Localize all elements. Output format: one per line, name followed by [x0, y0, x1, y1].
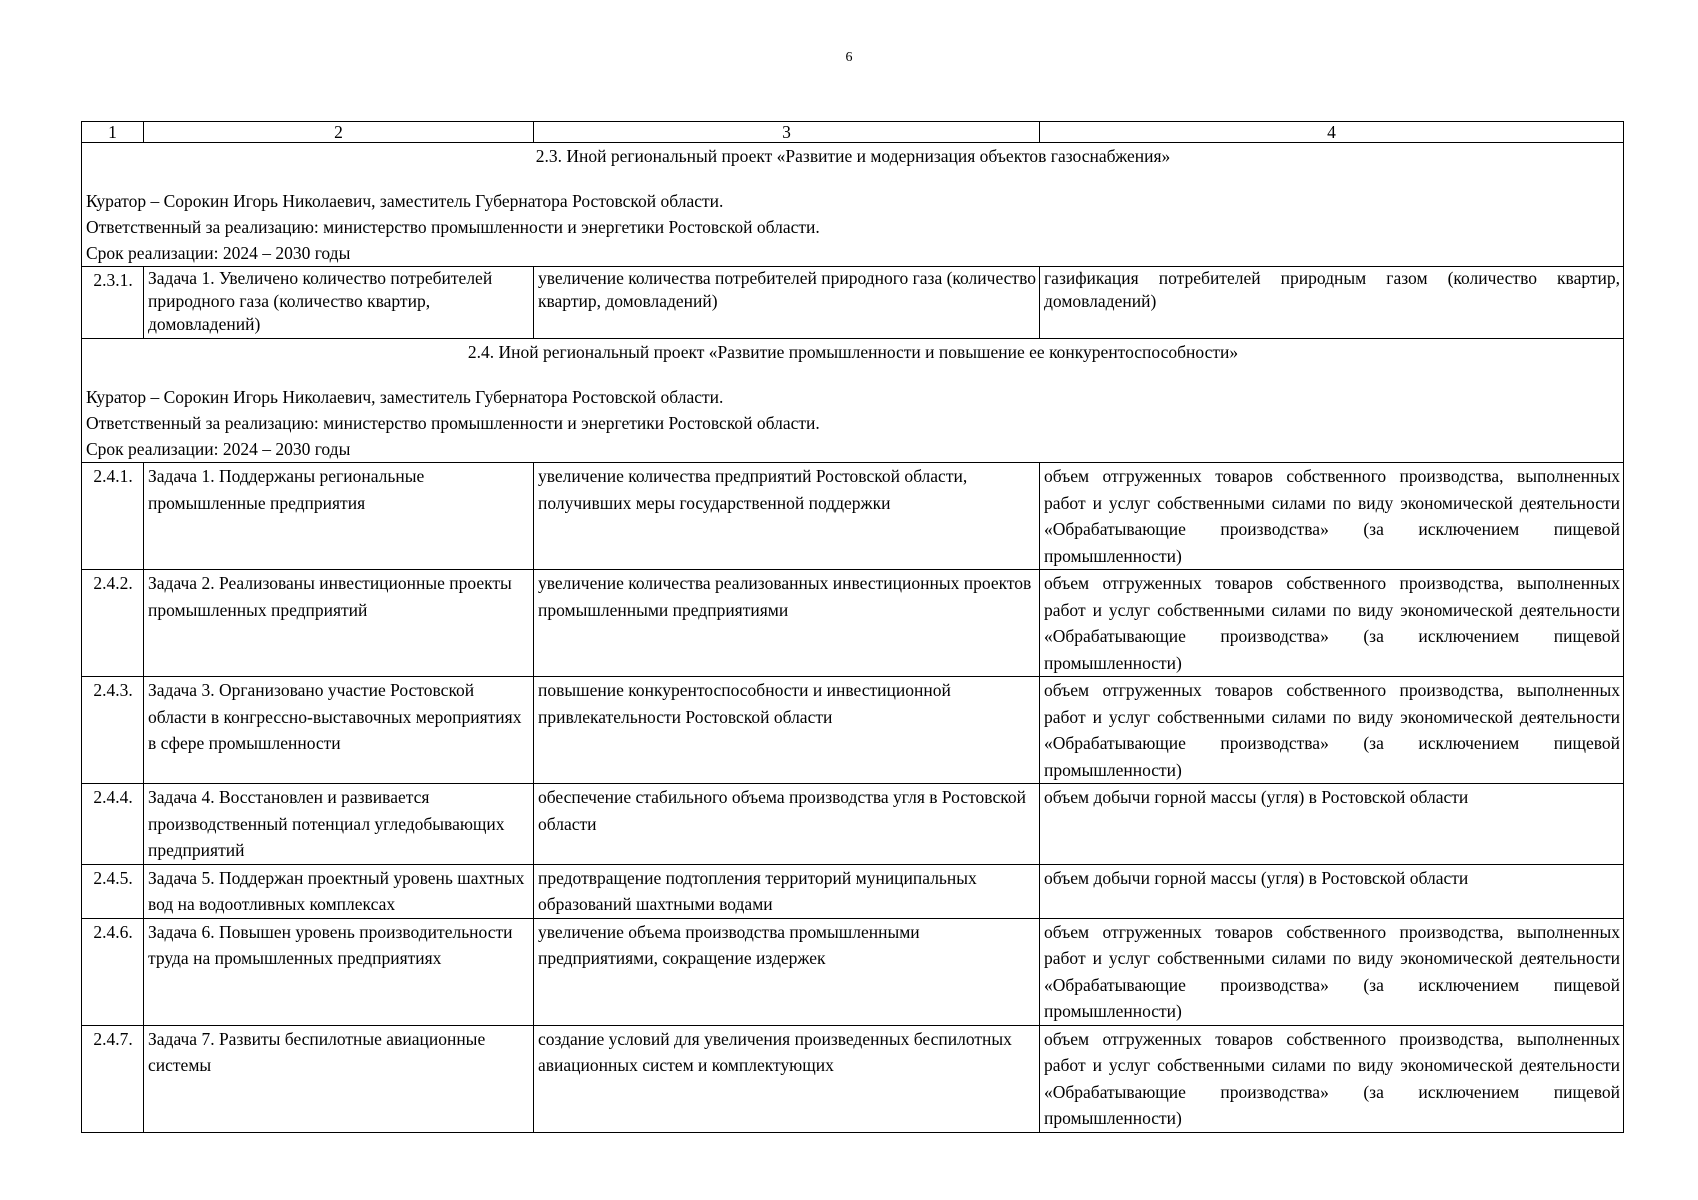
effect-cell: повышение конкурентоспособности и инвестиционной привлекательности Ростовской области — [534, 677, 1040, 784]
section-curator: Куратор – Сорокин Игорь Николаевич, заместитель Губернатора Ростовской области. — [86, 387, 724, 407]
section-period: Срок реализации: 2024 – 2030 годы — [86, 243, 351, 263]
section-responsible: Ответственный за реализацию: министерство промышленности и энергетики Ростовской области. — [86, 413, 820, 433]
effect-cell: обеспечение стабильного объема производства угля в Ростовской области — [534, 784, 1040, 865]
table-row — [82, 463, 1624, 570]
table-row — [82, 864, 1624, 918]
indicator-cell: объем отгруженных товаров собственного производства, выполненных работ и услуг собственными силами по виду экономической деятельности «Обрабатывающие производства» (за исключением пищевой промышленности) — [1040, 1025, 1624, 1132]
section-curator: Куратор – Сорокин Игорь Николаевич, заместитель Губернатора Ростовской области. — [86, 191, 724, 211]
table-row — [82, 570, 1624, 677]
indicator-cell: объем отгруженных товаров собственного производства, выполненных работ и услуг собственными силами по виду экономической деятельности «Обрабатывающие производства» (за исключением пищевой промышленности) — [1040, 918, 1624, 1025]
effect-cell: увеличение количества предприятий Ростовской области, получивших меры государственной поддержки — [534, 463, 1040, 570]
row-number: 2.4.4. — [82, 784, 144, 865]
indicator-cell: газификация потребителей природным газом (количество квартир, домовладений) — [1040, 267, 1624, 339]
table-row — [82, 918, 1624, 1025]
indicator-cell: объем добычи горной массы (угля) в Ростовской области — [1040, 864, 1624, 918]
indicator-cell: объем отгруженных товаров собственного производства, выполненных работ и услуг собственными силами по виду экономической деятельности «Обрабатывающие производства» (за исключением пищевой промышленности) — [1040, 463, 1624, 570]
task-cell: Задача 1. Увеличено количество потребителей природного газа (количество квартир, домовладений) — [144, 267, 534, 339]
section-title: 2.3. Иной региональный проект «Развитие и модернизация объектов газоснабжения» — [535, 146, 1171, 166]
column-number-row — [82, 122, 1624, 143]
row-number: 2.4.6. — [82, 918, 144, 1025]
indicator-cell: объем отгруженных товаров собственного производства, выполненных работ и услуг собственными силами по виду экономической деятельности «Обрабатывающие производства» (за исключением пищевой промышленности) — [1040, 677, 1624, 784]
section-header — [82, 339, 1624, 463]
section-responsible: Ответственный за реализацию: министерство промышленности и энергетики Ростовской области. — [86, 217, 820, 237]
section-title: 2.4. Иной региональный проект «Развитие промышленности и повышение ее конкурентоспособности» — [467, 342, 1239, 362]
row-number: 2.4.3. — [82, 677, 144, 784]
row-number: 2.3.1. — [82, 267, 144, 339]
row-number: 2.4.5. — [82, 864, 144, 918]
table-row — [82, 784, 1624, 865]
table-row — [82, 267, 1624, 339]
task-cell: Задача 7. Развиты беспилотные авиационные системы — [144, 1025, 534, 1132]
task-cell: Задача 5. Поддержан проектный уровень шахтных вод на водоотливных комплексах — [144, 864, 534, 918]
effect-cell: создание условий для увеличения произведенных беспилотных авиационных систем и комплектующих — [534, 1025, 1040, 1132]
row-number: 2.4.7. — [82, 1025, 144, 1132]
document-table — [81, 121, 1624, 1133]
task-cell: Задача 4. Восстановлен и развивается производственный потенциал угледобывающих предприятий — [144, 784, 534, 865]
column-number: 4 — [1040, 122, 1624, 143]
indicator-cell: объем отгруженных товаров собственного производства, выполненных работ и услуг собственными силами по виду экономической деятельности «Обрабатывающие производства» (за исключением пищевой промышленности) — [1040, 570, 1624, 677]
indicator-cell: объем добычи горной массы (угля) в Ростовской области — [1040, 784, 1624, 865]
section-period: Срок реализации: 2024 – 2030 годы — [86, 439, 351, 459]
row-number: 2.4.2. — [82, 570, 144, 677]
effect-cell: увеличение объема производства промышленными предприятиями, сокращение издержек — [534, 918, 1040, 1025]
task-cell: Задача 6. Повышен уровень производительности труда на промышленных предприятиях — [144, 918, 534, 1025]
column-number: 2 — [144, 122, 534, 143]
effect-cell: увеличение количества потребителей природного газа (количество квартир, домовладений) — [534, 267, 1040, 339]
section-header — [82, 143, 1624, 267]
task-cell: Задача 3. Организовано участие Ростовской области в конгрессно-выставочных мероприятиях в сфере промышленности — [144, 677, 534, 784]
effect-cell: предотвращение подтопления территорий муниципальных образований шахтными водами — [534, 864, 1040, 918]
table-row — [82, 1025, 1624, 1132]
row-number: 2.4.1. — [82, 463, 144, 570]
column-number: 1 — [82, 122, 144, 143]
effect-cell: увеличение количества реализованных инвестиционных проектов промышленными предприятиями — [534, 570, 1040, 677]
page-number: 6 — [845, 50, 853, 65]
task-cell: Задача 1. Поддержаны региональные промышленные предприятия — [144, 463, 534, 570]
task-cell: Задача 2. Реализованы инвестиционные проекты промышленных предприятий — [144, 570, 534, 677]
column-number: 3 — [534, 122, 1040, 143]
table-row — [82, 677, 1624, 784]
